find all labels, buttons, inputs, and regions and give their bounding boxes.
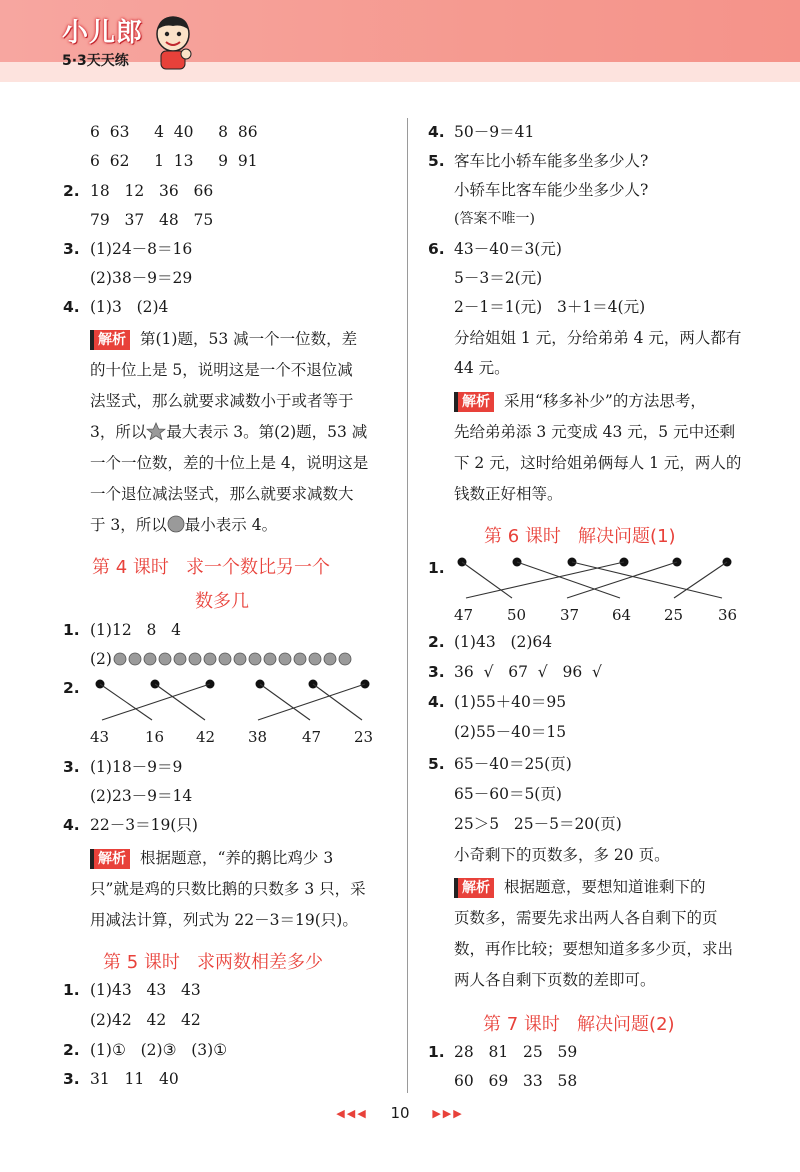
answer-row: 小轿车比客车能少坐多少人? — [454, 181, 649, 199]
explanation-line: 的十位上是 5，说明这是一个不退位减 — [90, 361, 353, 379]
answer-row: 18 12 36 66 — [90, 182, 214, 200]
question-number: 4. — [63, 816, 80, 834]
answer-row: 65－60＝5(页) — [454, 785, 562, 803]
question-number: 6. — [428, 240, 445, 258]
page-footer — [0, 1104, 800, 1122]
answer-row: 28 81 25 59 — [454, 1043, 578, 1061]
next-arrows-icon: ▶▶▶ — [432, 1107, 464, 1120]
answer-row: 分给姐姐 1 元，分给弟弟 4 元，两人都有 — [454, 329, 742, 347]
star-icon — [146, 422, 166, 440]
answer-row: (答案不唯一) — [454, 211, 535, 227]
answer-row: 6 62 1 13 9 91 — [90, 152, 258, 170]
answer-row: 36 √ 67 √ 96 √ — [454, 663, 602, 681]
diagram-label: 38 — [248, 728, 268, 746]
logo-series: 5·3天天练 — [62, 53, 129, 69]
question-number: 1. — [428, 559, 445, 577]
mascot-icon — [152, 14, 194, 72]
answer-row: (2) — [90, 650, 112, 668]
diagram-label: 16 — [145, 728, 165, 746]
question-number: 2. — [63, 679, 80, 697]
section-title: 第 5 课时 求两数相差多少 — [103, 952, 324, 973]
question-number: 3. — [63, 240, 80, 258]
question-number: 1. — [63, 981, 80, 999]
explanation-line: 根据题意，要想知道谁剩下的 — [504, 878, 706, 896]
diagram-label: 23 — [354, 728, 374, 746]
answer-row: (1)43 43 43 — [90, 981, 201, 999]
answer-row: 65－40＝25(页) — [454, 755, 572, 773]
explanation-line: 钱数正好相等。 — [454, 485, 563, 503]
explanation-tag: 解析 — [454, 392, 494, 412]
page-header — [0, 0, 800, 82]
answer-row: 客车比小轿车能多坐多少人? — [454, 152, 649, 170]
explanation-line: 最大表示 3。第(2)题，53 减 — [166, 423, 368, 441]
question-number: 3. — [63, 1070, 80, 1088]
explanation-tag: 解析 — [90, 330, 130, 350]
question-number: 5. — [428, 152, 445, 170]
diagram-label: 64 — [612, 606, 632, 624]
explanation-line: 于 3，所以 — [90, 516, 167, 534]
logo-brand: 小儿郎 — [62, 18, 144, 48]
answer-row: (2)42 42 42 — [90, 1011, 201, 1029]
answer-row: 79 37 48 75 — [90, 211, 214, 229]
answer-row: 22－3＝19(只) — [90, 816, 198, 834]
question-number: 2. — [428, 633, 445, 651]
answer-row: 44 元。 — [454, 359, 510, 377]
page-number: 10 — [390, 1104, 410, 1122]
circle-icon — [167, 515, 185, 533]
explanation-line: 采用“移多补少”的方法思考， — [504, 392, 706, 410]
question-number: 5. — [428, 755, 445, 773]
explanation-line: 两人各自剩下页数的差即可。 — [454, 971, 656, 989]
answer-row: (1)18－9＝9 — [90, 758, 183, 776]
diagram-label: 43 — [90, 728, 110, 746]
explanation-line: 最小表示 4。 — [184, 516, 278, 534]
explanation-block — [454, 872, 754, 996]
question-number: 2. — [63, 182, 80, 200]
explanation-line: 数，再作比较；要想知道多多少页，求出 — [454, 940, 734, 958]
explanation-line: 3，所以 — [90, 423, 147, 441]
section-title: 第 7 课时 解决问题(2) — [483, 1014, 675, 1035]
answer-row: (2)55－40＝15 — [454, 723, 567, 741]
question-number: 4. — [63, 298, 80, 316]
answer-row: (1)① (2)③ (3)① — [90, 1041, 228, 1059]
question-number: 3. — [428, 663, 445, 681]
diagram-label: 25 — [664, 606, 684, 624]
explanation-tag: 解析 — [90, 849, 130, 869]
explanation-line: 页数多，需要先求出两人各自剩下的页 — [454, 909, 718, 927]
explanation-line: 用减法计算，列式为 22－3＝19(只)。 — [90, 911, 358, 929]
section-title: 第 4 课时 求一个数比另一个 — [92, 557, 331, 578]
diagram-label: 47 — [454, 606, 474, 624]
question-number: 2. — [63, 1041, 80, 1059]
explanation-line: 一个退位减法竖式，那么就要求减数大 — [90, 485, 354, 503]
answer-row: (2)23－9＝14 — [90, 787, 193, 805]
answer-row: 25＞5 25－5＝20(页) — [454, 815, 622, 833]
answer-row: (2)38－9＝29 — [90, 269, 193, 287]
diagram-label: 42 — [196, 728, 216, 746]
explanation-line: 先给弟弟添 3 元变成 43 元，5 元中还剩 — [454, 423, 736, 441]
answer-row: 5－3＝2(元) — [454, 269, 543, 287]
answer-row: (1)24－8＝16 — [90, 240, 193, 258]
explanation-line: 法竖式，那么就要求减数小于或者等于 — [90, 392, 354, 410]
matching-diagram — [452, 554, 752, 626]
explanation-line: 根据题意，“养的鹅比鸡少 3 — [140, 849, 334, 867]
section-title: 数多几 — [195, 591, 249, 612]
diagram-label: 37 — [560, 606, 580, 624]
explanation-block — [454, 386, 754, 510]
question-number: 4. — [428, 123, 445, 141]
answer-row: 50－9＝41 — [454, 123, 535, 141]
question-number: 3. — [63, 758, 80, 776]
explanation-line: 第(1)题，53 减一个一位数，差 — [140, 330, 358, 348]
answer-row: 小奇剩下的页数多，多 20 页。 — [454, 846, 670, 864]
explanation-line: 只”就是鸡的只数比鹅的只数多 3 只，采 — [90, 880, 366, 898]
answer-row: (1)12 8 4 — [90, 621, 181, 639]
explanation-line: 下 2 元，这时给姐弟俩每人 1 元，两人的 — [454, 454, 742, 472]
question-number: 1. — [428, 1043, 445, 1061]
answer-row: 60 69 33 58 — [454, 1072, 578, 1090]
diagram-label: 47 — [302, 728, 322, 746]
answer-row: 31 11 40 — [90, 1070, 179, 1088]
answer-row: (1)43 (2)64 — [454, 633, 553, 651]
grey-circles-row — [114, 652, 354, 666]
answer-row: 43－40＝3(元) — [454, 240, 562, 258]
diagram-label: 50 — [507, 606, 527, 624]
explanation-tag: 解析 — [454, 878, 494, 898]
logo — [54, 10, 194, 76]
diagram-label: 36 — [718, 606, 738, 624]
question-number: 1. — [63, 621, 80, 639]
explanation-block — [90, 324, 390, 541]
question-number: 4. — [428, 693, 445, 711]
explanation-block — [90, 843, 390, 936]
answer-row: (1)3 (2)4 — [90, 298, 169, 316]
answer-row: (1)55＋40＝95 — [454, 693, 567, 711]
prev-arrows-icon: ◀◀◀ — [336, 1107, 368, 1120]
answer-row: 6 63 4 40 8 86 — [90, 123, 258, 141]
column-divider — [407, 118, 408, 1093]
matching-diagram — [90, 676, 390, 748]
answer-row: 2－1＝1(元) 3＋1＝4(元) — [454, 298, 646, 316]
explanation-line: 一个一位数，差的十位上是 4，说明这是 — [90, 454, 369, 472]
section-title: 第 6 课时 解决问题(1) — [484, 526, 676, 547]
